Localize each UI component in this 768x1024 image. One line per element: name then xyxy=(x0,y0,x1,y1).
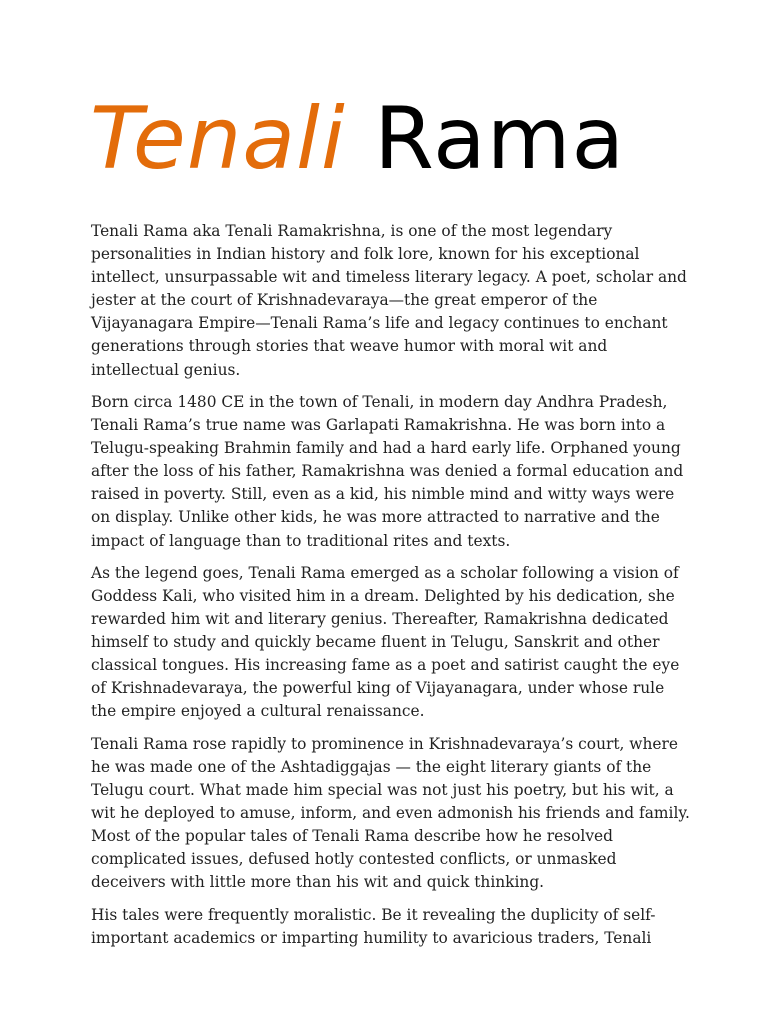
title-first-word: Tenali xyxy=(90,89,346,189)
document-body xyxy=(91,220,691,959)
paragraph-legend: As the legend goes, Tenali Rama emerged as a scholar following a vision of Goddess Kali, who visited him in a dream. Delighted by his dedication, she rewarded him wit and literary genius. Thereafter, Ramakrishna dedicated himself to study and quickly became fluent in Telugu, Sanskrit and other classical tongues. His increasing fame as a poet and satirist caught the eye of Krishnadevaraya, the powerful king of Vijayanagara, under whose rule the empire enjoyed a cultural renaissance. xyxy=(91,563,680,721)
title-second-word: Rama xyxy=(374,89,626,189)
paragraph-tales: His tales were frequently moralistic. Be it revealing the duplicity of self-important academics or imparting humility to avaricious traders, Tenali xyxy=(91,905,656,947)
document-title xyxy=(90,89,626,189)
paragraph-early-life: Born circa 1480 CE in the town of Tenali, in modern day Andhra Pradesh, Tenali Rama’s true name was Garlapati Ramakrishna. He was born into a Telugu-speaking Brahmin family and had a hard early life. Orphaned young after the loss of his father, Ramakrishna was denied a formal education and raised in poverty. Still, even as a kid, his nimble mind and witty ways were on display. Unlike other kids, he was more attracted to narrative and the impact of language than to traditional rites and texts. xyxy=(91,392,684,550)
paragraph-court: Tenali Rama rose rapidly to prominence in Krishnadevaraya’s court, where he was made one of the Ashtadiggajas — the eight literary giants of the Telugu court. What made him special was not just his poetry, but his wit, a wit he deployed to amuse, inform, and even admonish his friends and family. Most of the popular tales of Tenali Rama describe how he resolved complicated issues, defused hotly contested conflicts, or unmasked deceivers with little more than his wit and quick thinking. xyxy=(91,734,690,892)
paragraph-intro: Tenali Rama aka Tenali Ramakrishna, is one of the most legendary personalities in Indian history and folk lore, known for his exceptional intellect, unsurpassable wit and timeless literary legacy. A poet, scholar and jester at the court of Krishnadevaraya—the great emperor of the Vijayanagara Empire—Tenali Rama’s life and legacy continues to enchant generations through stories that weave humor with moral wit and intellectual genius. xyxy=(91,222,687,379)
